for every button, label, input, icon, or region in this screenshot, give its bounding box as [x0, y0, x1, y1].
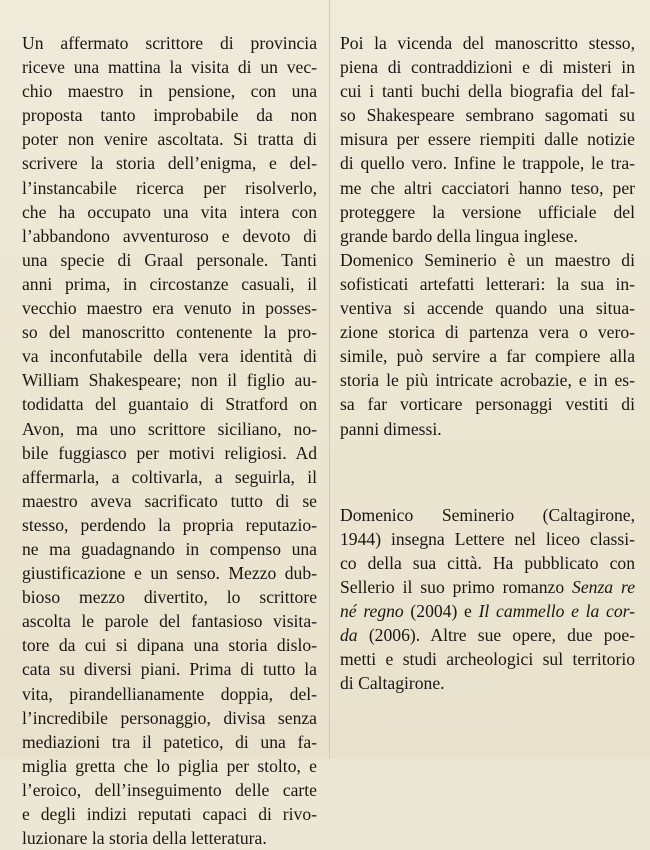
text-line: ventiva si accende quando una situa-: [340, 298, 635, 319]
text-line: proposta tanto improbabile da non: [22, 105, 317, 126]
text-line: Domenico Seminerio è un maestro di: [340, 249, 635, 270]
book-title-senza-re-ne-regno-part1: Senza re: [572, 576, 635, 597]
text-line: simile, può servire a far compiere alla: [340, 346, 635, 367]
text-line: bile fuggiasco per motivi religiosi. Ad: [22, 442, 317, 463]
text-line: cata su diversi piani. Prima di tutto la: [22, 659, 317, 680]
bio-line-3: co della sua città. Ha pubblicato con: [340, 552, 635, 573]
text-line: vita, pirandellianamente doppia, del-: [22, 683, 317, 704]
text-line: va inconfutabile della vera identità di: [22, 346, 317, 367]
text-line: William Shakespeare; non il figlio au-: [22, 370, 317, 391]
text-line: piena di contraddizioni e di misteri in: [340, 57, 635, 78]
text-line: misura per essere riempiti dalle notizie: [340, 129, 635, 150]
text-line: sa far vorticare personaggi vestiti di: [340, 394, 635, 415]
text-line: grande bardo della lingua inglese.: [340, 225, 578, 246]
author-bio: [340, 503, 635, 696]
bio-line-4: [340, 575, 635, 599]
text-line: cui i tanti buchi della biografia del fal-: [340, 81, 635, 102]
text-line: l’eroico, dell’inseguimento delle carte: [22, 779, 317, 800]
bio-line-7: metti e studi archeologici sul territorio: [340, 649, 635, 670]
text-line: vecchio maestro era venuto in posses-: [22, 298, 317, 319]
bio-line-6: [340, 623, 635, 647]
text-line: l’abbandono avventuroso e devoto di: [22, 225, 317, 246]
text-line: me che altri cacciatori hanno teso, per: [340, 177, 635, 198]
text-line: sofisticati artefatti letterari: la sua in-: [340, 273, 635, 294]
text-line: anni prima, in circostanze casuali, il: [22, 273, 317, 294]
text-line: maestro aveva sacrificato tutto di se: [22, 490, 317, 511]
text-line: ascolta le parole del fantasioso visita-: [22, 611, 317, 632]
right-column-text: [340, 31, 635, 441]
text-line: mediazioni tra il patetico, di una fa-: [22, 731, 317, 752]
bio-line-5: [340, 599, 635, 623]
text-line: so del manoscritto contenente la pro-: [22, 322, 317, 343]
text-line: una specie di Graal personale. Tanti: [22, 249, 317, 270]
text-line: di quello vero. Infine le trappole, le tra-: [340, 153, 635, 174]
text-line: scrivere la storia dell’enigma, e del-: [22, 153, 317, 174]
text-line: zione storica di partenza vera o vero-: [340, 322, 635, 343]
text-line: l’instancabile ricerca per risolverlo,: [22, 177, 317, 198]
text-line: e degli indizi reputati capaci di rivo-: [22, 804, 317, 824]
bio-line-6-text: (2006). Altre sue opere, due poe-: [357, 625, 635, 646]
text-line: Poi la vicenda del manoscritto stesso,: [340, 33, 635, 53]
text-line: so Shakespeare sembrano sagomati su: [340, 105, 635, 126]
left-column-text: [22, 31, 317, 850]
bio-line-5-text: (2004) e: [403, 600, 479, 621]
bio-line-1: Domenico Seminerio (Caltagirone,: [340, 504, 635, 525]
text-line: giustificazione e un senso. Mezzo dub-: [22, 563, 317, 584]
bio-line-4-text: Sellerio il suo primo romanzo: [340, 576, 573, 597]
text-line: miglia gretta che lo piglia per stolto, e: [22, 755, 317, 776]
column-divider: [329, 0, 330, 759]
text-line: Avon, ma uno scrittore siciliano, no-: [22, 418, 317, 439]
book-title-il-cammello-part2: da: [340, 625, 358, 646]
text-line: affermarla, a coltivarla, a seguirla, il: [22, 466, 317, 487]
text-line: che ha occupato una vita intera con: [22, 201, 317, 222]
text-line: riceve una mattina la visita di un vec-: [22, 57, 317, 78]
book-title-il-cammello-part1: Il cammello e la cor-: [478, 600, 635, 621]
text-line: chio maestro in pensione, con una: [22, 81, 317, 102]
text-line: tore da cui si dipana una storia dislo-: [22, 635, 317, 656]
text-line: todidatta del guantaio di Stratford on: [22, 394, 317, 415]
text-line: ne ma guadagnando in compenso una: [22, 538, 317, 559]
text-line: poter non venire ascoltata. Si tratta di: [22, 129, 317, 150]
text-line: luzionare la storia della letteratura.: [22, 828, 267, 849]
right-column: [340, 31, 635, 695]
text-line: stesso, perdendo la propria reputazio-: [22, 514, 317, 535]
text-line: storia le più intricate acrobazie, e in es-: [340, 370, 635, 391]
bio-line-2: 1944) insegna Lettere nel liceo classi-: [340, 528, 635, 549]
text-line: l’incredibile personaggio, divisa senza: [22, 707, 317, 728]
book-title-senza-re-ne-regno-part2: né regno: [340, 600, 404, 621]
text-line: proteggere la versione ufficiale del: [340, 201, 635, 222]
bio-line-8: di Caltagirone.: [340, 673, 445, 694]
text-line: bioso mezzo divertito, lo scrittore: [22, 587, 317, 608]
text-line: panni dimessi.: [340, 418, 442, 439]
text-line: Un affermato scrittore di provincia: [22, 33, 317, 53]
